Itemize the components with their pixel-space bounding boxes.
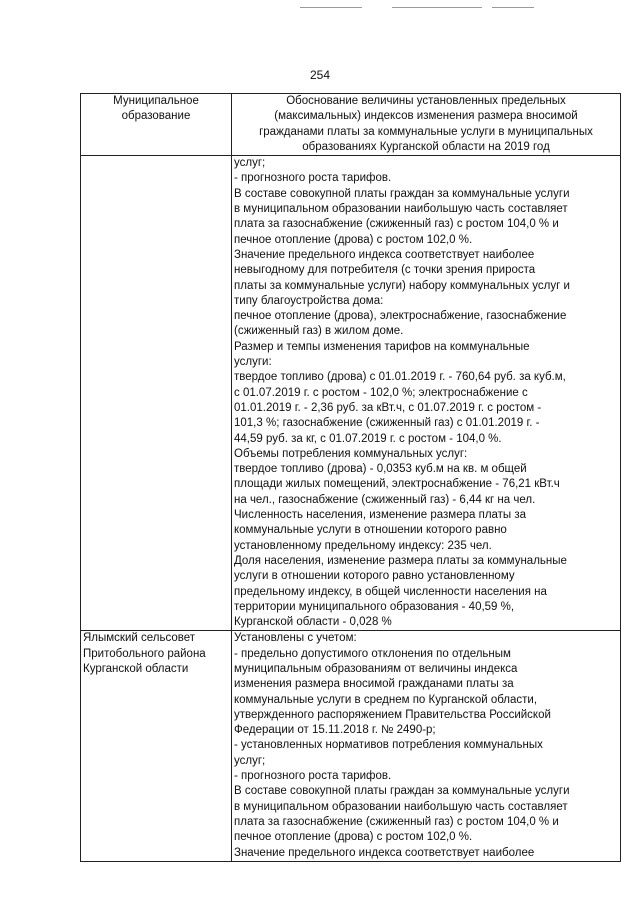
text-line: В составе совокупной платы граждан за коммунальные услуги [234, 187, 570, 200]
text-line: - прогнозного роста тарифов. [234, 172, 392, 185]
text-line: плата за газоснабжение (сжиженный газ) с ростом 104,0 % и [234, 815, 559, 828]
text-line: услуги: [234, 356, 272, 369]
table-row [81, 631, 621, 861]
text-line: плата за газоснабжение (сжиженный газ) с ростом 104,0 % и [234, 218, 559, 231]
text-line: 01.01.2019 г. - 2,36 руб. за кВт.ч, с 01.07.2019 г. с ростом - [234, 401, 542, 414]
text-line: Доля населения, изменение размера платы за коммунальные [234, 554, 567, 567]
header-municipality-text [83, 94, 229, 125]
text-line: муниципальным образованиям от величины индекса [234, 662, 518, 675]
scan-artifact-line [300, 7, 362, 8]
header-line: (максимальных) индексов изменения размера вносимой [274, 110, 578, 123]
text-line: Значение предельного индекса соответствует наиболее [234, 846, 535, 859]
text-line: печное отопление (дрова) с ростом 102,0 %. [234, 831, 473, 844]
header-line: образование [121, 110, 191, 123]
municipality-line: Курганской области [83, 662, 189, 675]
text-line: твердое топливо (дрова) - 0,0353 куб.м на кв. м общей [234, 463, 527, 476]
text-line: Федерации от 15.11.2018 г. № 2490-р; [234, 724, 436, 737]
text-line: услуги в отношении которого равно установленному [234, 570, 515, 583]
text-line: - прогнозного роста тарифов. [234, 770, 392, 783]
page-number: 254 [309, 68, 331, 82]
text-line: услуг; [234, 754, 266, 767]
text-line: - установленных нормативов потребления коммунальных [234, 739, 543, 752]
text-line: Установлены с учетом: [234, 632, 357, 645]
text-line: коммунальные услуги в отношении которого равно [234, 524, 507, 537]
justification-text [234, 631, 618, 860]
text-line: платы за коммунальные услуги) набору коммунальных услуг и [234, 279, 570, 292]
text-line: на чел., газоснабжение (сжиженный газ) - 6,44 кг на чел. [234, 493, 536, 506]
text-line: услуг; [234, 157, 266, 170]
municipality-cell [81, 631, 232, 861]
text-line: установленному предельному индексу: 235 чел. [234, 539, 492, 552]
text-line: В составе совокупной платы граждан за коммунальные услуги [234, 785, 570, 798]
table-header-row [81, 94, 621, 156]
text-line: типу благоустройства дома: [234, 294, 384, 307]
text-line: твердое топливо (дрова) с 01.01.2019 г. - 760,64 руб. за куб.м, [234, 371, 566, 384]
text-line: (сжиженный газ) в жилом доме. [234, 325, 404, 338]
text-line: территории муниципального образования - 40,59 %, [234, 600, 515, 613]
table-row [81, 156, 621, 631]
text-line: Численность населения, изменение размера платы за [234, 509, 527, 522]
tariff-index-table [80, 93, 621, 862]
text-line: - предельно допустимого отклонения по отдельным [234, 647, 511, 660]
scan-artifact-line [492, 7, 534, 8]
municipality-cell [81, 156, 232, 631]
text-line: предельному индексу, в общей численности населения на [234, 585, 547, 598]
scan-artifact-line [392, 7, 482, 8]
justification-cell [232, 156, 621, 631]
text-line: Размер и темпы изменения тарифов на коммунальные [234, 340, 530, 353]
municipality-line: Ялымский сельсовет [83, 632, 196, 645]
text-line: невыгодному для потребителя (с точки зрения прироста [234, 264, 536, 277]
text-line: коммунальные услуги в среднем по Курганской области, [234, 693, 538, 706]
header-line: Обоснование величины установленных предельных [286, 95, 566, 107]
header-line: гражданами платы за коммунальные услуги в муниципальных [259, 125, 593, 138]
municipality-name [83, 631, 229, 677]
text-line: в муниципальном образовании наибольшую часть составляет [234, 203, 568, 216]
text-line: печное отопление (дрова), электроснабжение, газоснабжение [234, 310, 567, 323]
header-justification-text [234, 94, 618, 155]
header-line: Муниципальное [113, 95, 199, 107]
text-line: Значение предельного индекса соответствует наиболее [234, 248, 535, 261]
text-line: Объемы потребления коммунальных услуг: [234, 447, 468, 460]
text-line: 101,3 %; газоснабжение (сжиженный газ) с 01.01.2019 г. - [234, 417, 540, 430]
header-municipality [81, 94, 232, 156]
text-line: площади жилых помещений, электроснабжение - 76,21 кВт.ч [234, 478, 560, 491]
text-line: изменения размера вносимой гражданами платы за [234, 678, 514, 691]
municipality-line: Притобольного района [83, 647, 206, 660]
text-line: Курганской области - 0,028 % [234, 616, 392, 629]
justification-text [234, 156, 618, 630]
text-line: в муниципальном образовании наибольшую часть составляет [234, 800, 568, 813]
justification-cell [232, 631, 621, 861]
text-line: 44,59 руб. за кг, с 01.07.2019 г. с ростом - 104,0 %. [234, 432, 502, 445]
text-line: утвержденного распоряжением Правительства Российской [234, 708, 551, 721]
header-justification [232, 94, 621, 156]
header-line: образованиях Курганской области на 2019 год [302, 140, 550, 153]
text-line: с 01.07.2019 г. с ростом - 102,0 %; электроснабжение с [234, 386, 528, 399]
text-line: печное отопление (дрова) с ростом 102,0 %. [234, 233, 473, 246]
